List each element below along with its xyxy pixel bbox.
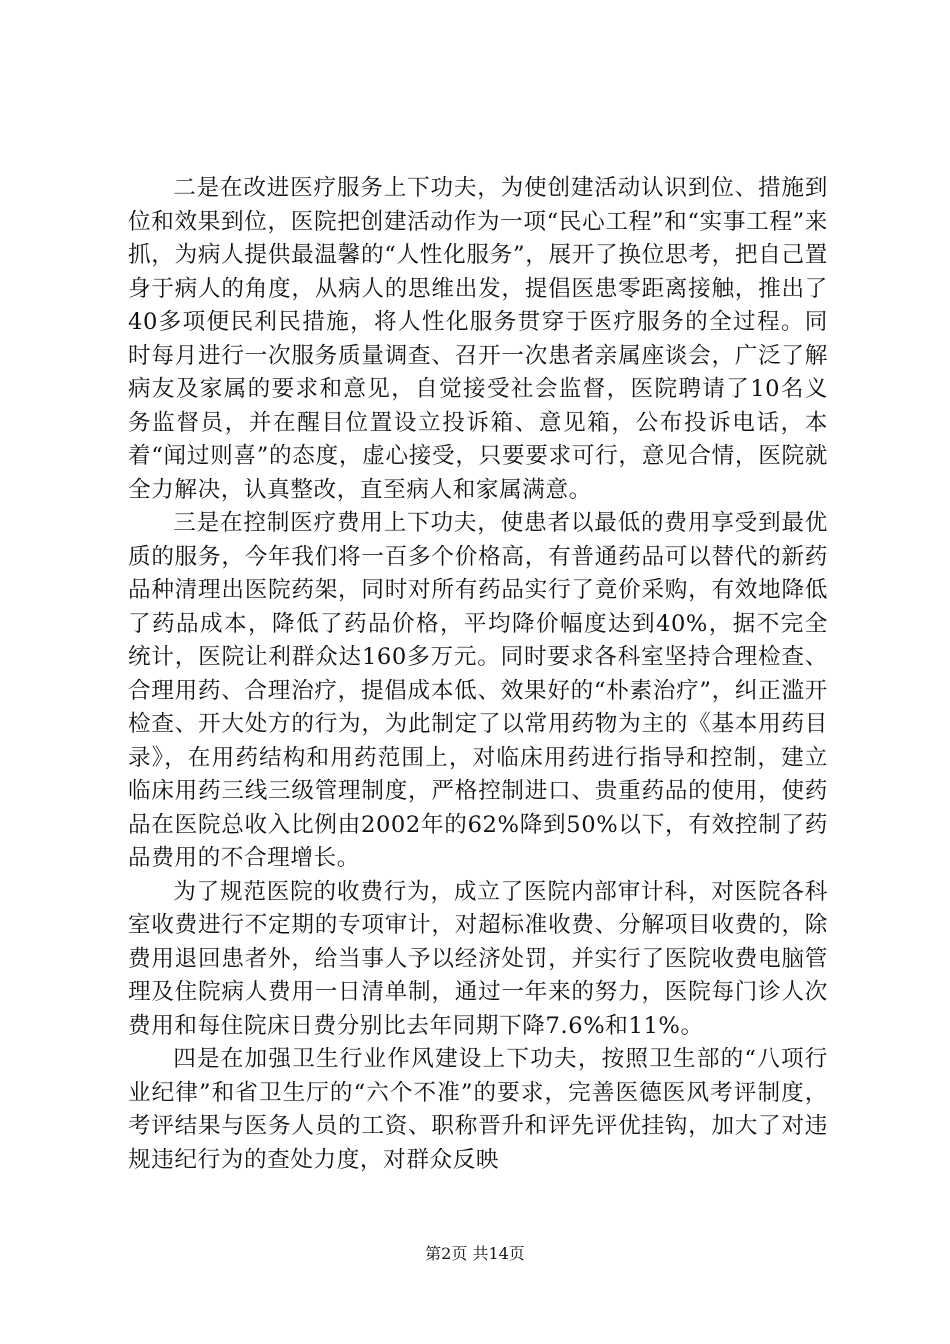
paragraph-billing-regulation: 为了规范医院的收费行为，成立了医院内部审计科，对医院各科室收费进行不定期的专项审计，对超标准收费、分解项目收费的，除费用退回患者外，给当事人予以经济处罚，并实行了医院收费电脑管理及住院病人费用一日清单制，通过一年来的努力，医院每门诊人次费用和每住院床日费分别比去年同期下降7.6%和11%。 <box>128 878 828 1039</box>
paragraph-conduct-building: 四是在加强卫生行业作风建设上下功夫，按照卫生部的“八项行业纪律”和省卫生厅的“六个不准”的要求，完善医德医风考评制度，考评结果与医务人员的工资、职称晋升和评先评优挂钩，加大了对违规违纪行为的查处力度，对群众反映 <box>128 1046 828 1173</box>
document-body <box>128 172 828 1177</box>
page-number-footer: 第2页 共14页 <box>425 1244 525 1263</box>
paragraph-cost-control: 三是在控制医疗费用上下功夫，使患者以最低的费用享受到最优质的服务，今年我们将一百多个价格高，有普通药品可以替代的新药品种清理出医院药架，同时对所有药品实行了竟价采购，有效地降低了药品成本，降低了药品价格，平均降价幅度达到40%，据不完全统计，医院让利群众达160多万元。同时要求各科室坚持合理检查、合理用药、合理治疗，提倡成本低、效果好的“朴素治疗”，纠正滥开检查、开大处方的行为，为此制定了以常用药物为主的《基本用药目录》，在用药结构和用药范围上，对临床用药进行指导和控制，建立临床用药三线三级管理制度，严格控制进口、贵重药品的使用，使药品在医院总收入比例由2002年的62%降到50%以下，有效控制了药品费用的不合理增长。 <box>128 510 828 871</box>
paragraph-service-improvement: 二是在改进医疗服务上下功夫，为使创建活动认识到位、措施到位和效果到位，医院把创建活动作为一项“民心工程”和“实事工程”来抓，为病人提供最温馨的“人性化服务”，展开了换位思考，把自己置身于病人的角度，从病人的思维出发，提倡医患零距离接触，推出了40多项便民利民措施，将人性化服务贯穿于医疗服务的全过程。同时每月进行一次服务质量调查、召开一次患者亲属座谈会，广泛了解病友及家属的要求和意见，自觉接受社会监督，医院聘请了10名义务监督员，并在醒目位置设立投诉箱、意见箱，公布投诉电话，本着“闻过则喜”的态度，虚心接受，只要要求可行，意见合情，医院就全力解决，认真整改，直至病人和家属满意。 <box>128 175 828 503</box>
